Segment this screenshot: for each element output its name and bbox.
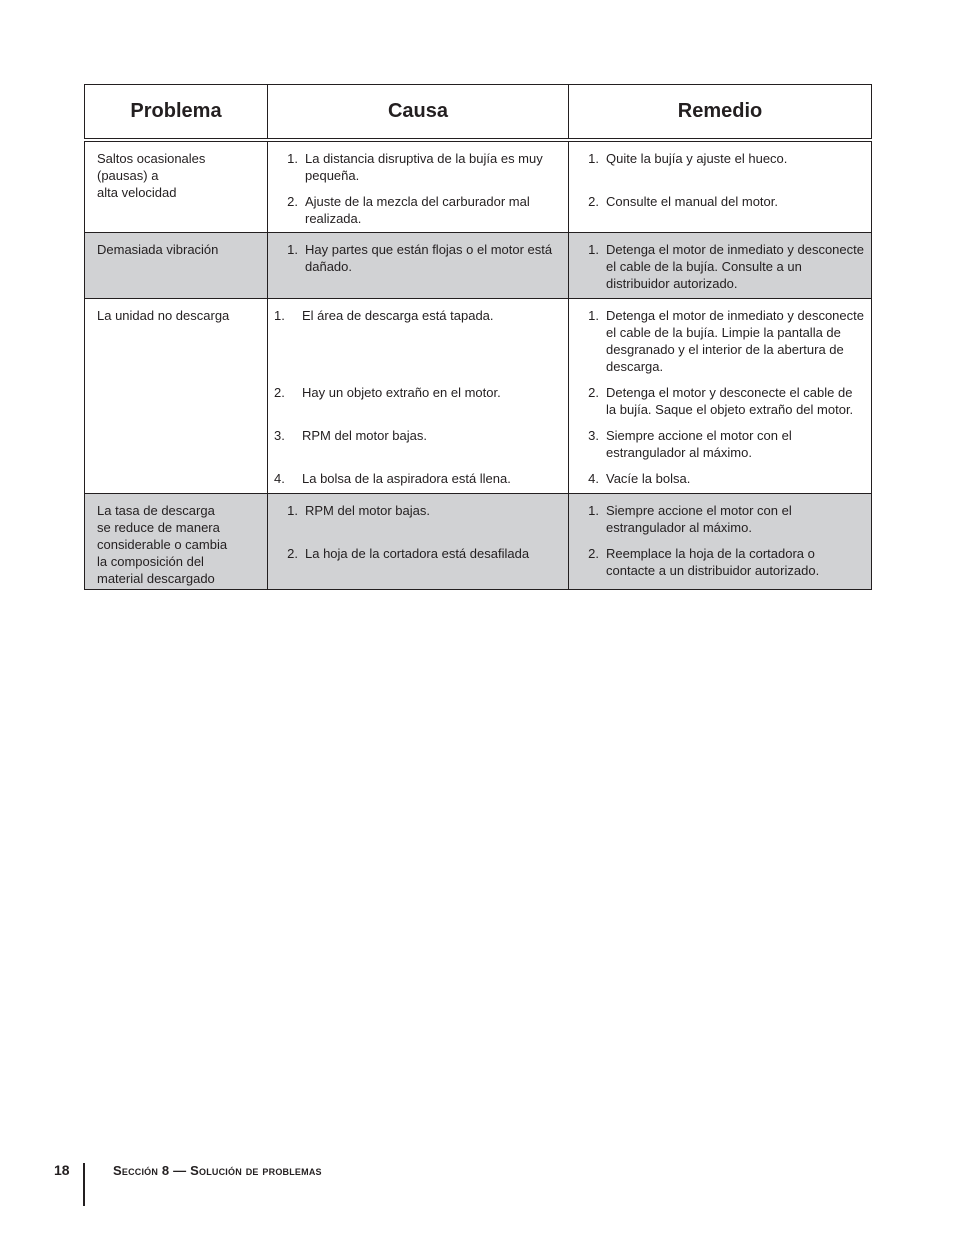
troubleshooting-table: [84, 84, 872, 590]
list-item: 1. El área de descarga está tapada.: [274, 308, 494, 323]
list-item: 2. La hoja de la cortadora está desafilada: [287, 546, 530, 561]
header-causa: Causa: [268, 85, 569, 141]
list-item: 1. La distancia disruptiva de la bujía es muy pequeña.: [287, 151, 543, 183]
section-title: Sección 8 — Solución de problemas: [113, 1163, 322, 1178]
list-item: 1. Hay partes que están flojas o el motor está dañado.: [287, 242, 553, 274]
list-item: 2. Reemplace la hoja de la cortadora o contacte a un distribuidor autorizado.: [588, 546, 820, 578]
table-row: [85, 140, 872, 233]
list-item: 3. RPM del motor bajas.: [274, 428, 427, 443]
cause-cell: [268, 299, 569, 494]
table-row: [85, 494, 872, 590]
header-remedio: Remedio: [569, 85, 872, 141]
cause-cell: [268, 140, 569, 233]
remedy-cell: [569, 233, 872, 299]
problem-cell: La tasa de descarga se reduce de manera considerable o cambia la composición del material descargado: [85, 494, 268, 590]
remedy-cell: [569, 140, 872, 233]
problem-cell: La unidad no descarga: [85, 299, 268, 494]
remedy-cell: [569, 494, 872, 590]
page-number: 18: [54, 1162, 70, 1178]
cause-cell: [268, 233, 569, 299]
footer-divider: [83, 1163, 85, 1206]
list-item: 1. RPM del motor bajas.: [287, 503, 430, 518]
list-item: 1. Detenga el motor de inmediato y desconecte el cable de la bujía. Limpie la pantalla de desgranado y el interior de la abertura de descarga.: [588, 308, 864, 374]
list-item: 2. Detenga el motor y desconecte el cable de la bujía. Saque el objeto extraño del motor.: [588, 385, 854, 417]
problem-cell: Demasiada vibración: [85, 233, 268, 299]
list-item: 3. Siempre accione el motor con el estrangulador al máximo.: [588, 428, 792, 460]
list-item: 1. Quite la bujía y ajuste el hueco.: [588, 151, 788, 166]
list-item: 2. Ajuste de la mezcla del carburador mal realizada.: [287, 194, 530, 226]
list-item: 1. Detenga el motor de inmediato y desconecte el cable de la bujía. Consulte a un distribuidor autorizado.: [588, 242, 864, 291]
list-item: 1. Siempre accione el motor con el estrangulador al máximo.: [588, 503, 792, 535]
list-item: 2. Consulte el manual del motor.: [588, 194, 778, 209]
problem-cell: Saltos ocasionales (pausas) a alta velocidad: [85, 140, 268, 233]
table-row: [85, 299, 872, 494]
list-item: 4. Vacíe la bolsa.: [588, 471, 691, 486]
header-problema: Problema: [85, 85, 268, 141]
table-row: [85, 233, 872, 299]
cause-cell: [268, 494, 569, 590]
remedy-cell: [569, 299, 872, 494]
table-header-row: [85, 85, 872, 141]
list-item: 2. Hay un objeto extraño en el motor.: [274, 385, 501, 400]
list-item: 4. La bolsa de la aspiradora está llena.: [274, 471, 511, 486]
